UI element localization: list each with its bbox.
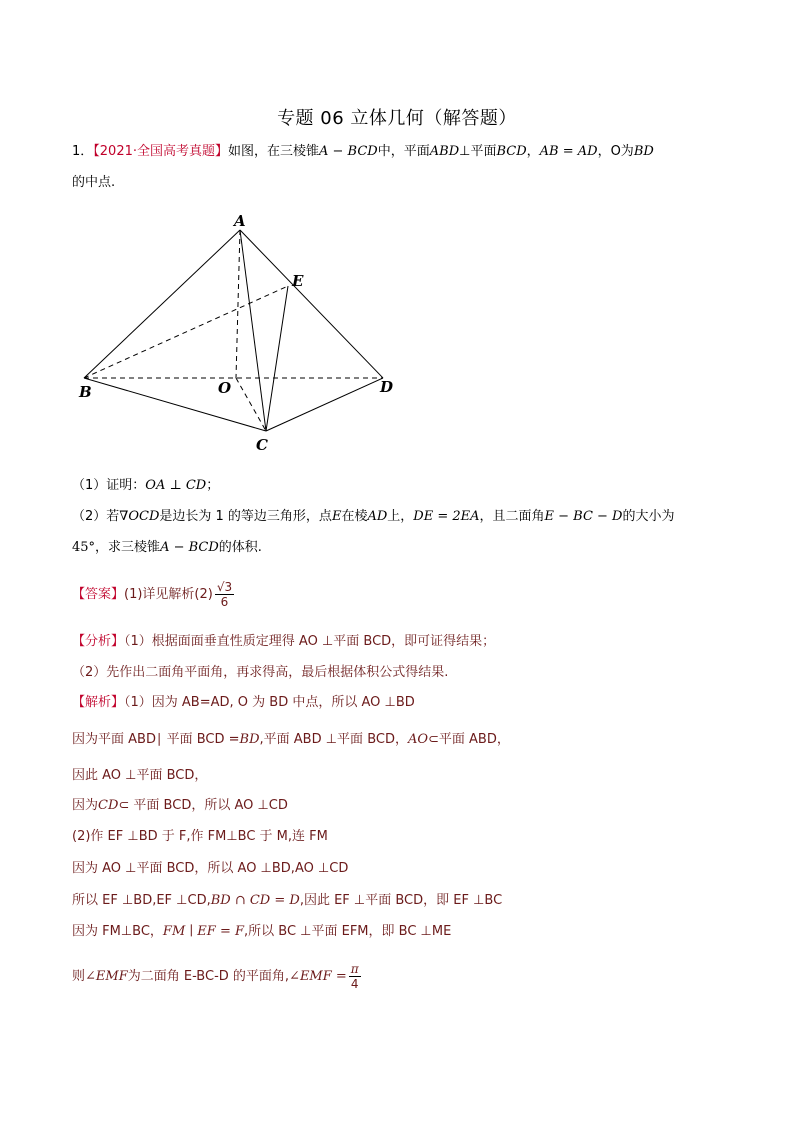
math-oa-perp-cd: OA ⊥ CD bbox=[145, 478, 207, 493]
math-triangle-ocd: ∇OCD bbox=[119, 509, 160, 524]
label-b: B bbox=[79, 383, 92, 401]
solution-line-2 bbox=[72, 731, 510, 749]
answer-line bbox=[72, 580, 236, 609]
fraction-numerator: √3 bbox=[216, 580, 233, 594]
problem-text: 中，平面 bbox=[377, 144, 430, 159]
math-bd-cap-cd: BD ∩ CD = D bbox=[210, 893, 300, 908]
figure-edges bbox=[84, 230, 383, 431]
math-bd: BD bbox=[239, 732, 260, 747]
label-a: A bbox=[234, 212, 246, 230]
edge-ad bbox=[240, 230, 383, 378]
math-ad: AD bbox=[367, 509, 388, 524]
label-c: C bbox=[256, 436, 268, 454]
question-text: ； bbox=[206, 478, 220, 493]
math-plane-bcd: BCD bbox=[496, 144, 527, 159]
problem-text: O为 bbox=[610, 144, 634, 159]
page-title: 专题 06 立体几何（解答题） bbox=[277, 108, 517, 129]
solution-line-7 bbox=[72, 892, 502, 910]
answer-tag: 【答案】 bbox=[72, 587, 125, 602]
edge-ac bbox=[240, 230, 266, 431]
label-o: O bbox=[218, 379, 232, 397]
math-de-2ea: DE = 2EA bbox=[413, 509, 480, 524]
solution-text: ,因此 EF ⊥平面 BCD，即 EF ⊥BC bbox=[299, 893, 503, 908]
edge-cd bbox=[266, 378, 383, 431]
math-plane-abd: ABD bbox=[429, 144, 460, 159]
question-1 bbox=[72, 477, 219, 495]
fraction-numerator: π bbox=[350, 962, 359, 976]
solution-tag: 【解析】 bbox=[72, 695, 125, 710]
problem-text: ， bbox=[526, 144, 540, 159]
math-tetrahedron: A − BCD bbox=[319, 144, 378, 159]
analysis-line-2: （2）先作出二面角平面角，再求得高，最后根据体积公式得结果. bbox=[72, 665, 449, 680]
problem-text: ⊥平面 bbox=[459, 144, 497, 159]
solution-line-1 bbox=[72, 694, 415, 712]
analysis-text: （1）根据面面垂直性质定理得 AO ⊥平面 BCD，即可证得结果； bbox=[124, 634, 496, 649]
label-e: E bbox=[292, 272, 304, 290]
question-text: 的体积. bbox=[218, 540, 262, 555]
problem-line-2: 的中点. bbox=[72, 175, 116, 190]
math-bd: BD bbox=[633, 144, 654, 159]
question-text: 在棱 bbox=[341, 509, 368, 524]
solution-text: 所以 EF ⊥BD,EF ⊥CD, bbox=[72, 893, 211, 908]
question-text: 上， bbox=[387, 509, 414, 524]
solution-line-5: (2)作 EF ⊥BD 于 F,作 FM⊥BC 于 M,连 FM bbox=[72, 829, 328, 844]
solution-text: ⊂平面 ABD， bbox=[428, 732, 510, 747]
math-e: E bbox=[331, 509, 342, 524]
edge-ab bbox=[84, 230, 240, 378]
label-d: D bbox=[380, 378, 394, 396]
analysis-tag: 【分析】 bbox=[72, 634, 125, 649]
problem-text: ， bbox=[597, 144, 611, 159]
answer-fraction bbox=[215, 580, 234, 609]
answer-text: (1)详见解析(2) bbox=[124, 587, 213, 602]
solution-line-9 bbox=[72, 962, 363, 992]
math-angle-emf-eq: ∠EMF = bbox=[289, 969, 347, 984]
question-2-line-2 bbox=[72, 539, 262, 557]
math-ab-ad: AB = AD bbox=[539, 144, 598, 159]
math-tetrahedron: A − BCD bbox=[160, 540, 219, 555]
solution-line-8 bbox=[72, 923, 451, 941]
solution-line-4 bbox=[72, 797, 288, 815]
edge-ao-dashed bbox=[236, 230, 240, 378]
solution-text: ,平面 ABD ⊥平面 BCD， bbox=[259, 732, 408, 747]
solution-text: 因为 bbox=[72, 798, 99, 813]
question-text: 是边长为 1 的等边三角形，点 bbox=[159, 509, 332, 524]
problem-text: 如图，在三棱锥 bbox=[228, 144, 320, 159]
question-text: 的大小为 bbox=[622, 509, 675, 524]
solution-line-3: 因此 AO ⊥平面 BCD， bbox=[72, 768, 208, 783]
math-ao: AO bbox=[407, 732, 429, 747]
question-text: ，且二面角 bbox=[479, 509, 545, 524]
solution-text: 为二面角 E-BC-D 的平面角, bbox=[127, 969, 290, 984]
fraction-denominator: 6 bbox=[220, 595, 229, 609]
analysis-line-1 bbox=[72, 633, 495, 651]
solution-text: ⊂ 平面 BCD，所以 AO ⊥CD bbox=[118, 798, 288, 813]
edge-oc-dashed bbox=[236, 378, 266, 431]
math-fm-ef: FM ∣ EF = F bbox=[162, 924, 244, 939]
pi-over-4-fraction bbox=[349, 962, 361, 991]
edge-bc bbox=[84, 378, 266, 431]
question-text: （1）证明： bbox=[72, 478, 146, 493]
solution-text: （1）因为 AB=AD, O 为 BD 中点，所以 AO ⊥BD bbox=[124, 695, 415, 710]
tetrahedron-figure bbox=[0, 0, 794, 470]
solution-line-6: 因为 AO ⊥平面 BCD，所以 AO ⊥BD,AO ⊥CD bbox=[72, 861, 349, 876]
math-cd: CD bbox=[98, 798, 119, 813]
solution-text: 因为 FM⊥BC， bbox=[72, 924, 163, 939]
question-2-line-1 bbox=[72, 508, 675, 526]
question-text: ，求三棱锥 bbox=[95, 540, 161, 555]
problem-source: 【2021·全国高考真题】 bbox=[93, 144, 228, 159]
math-45-degrees: 45° bbox=[72, 540, 96, 555]
solution-text: 则 bbox=[72, 969, 86, 984]
question-text: （2）若 bbox=[72, 509, 120, 524]
solution-text: ,所以 BC ⊥平面 EFM，即 BC ⊥ME bbox=[244, 924, 452, 939]
edge-ce bbox=[266, 286, 288, 431]
math-angle-emf: ∠EMF bbox=[85, 969, 128, 984]
math-dihedral-angle: E − BC − D bbox=[544, 509, 623, 524]
problem-number: 1． bbox=[72, 144, 94, 159]
solution-text: 因为平面 ABD∣ 平面 BCD = bbox=[72, 732, 240, 747]
fraction-denominator: 4 bbox=[350, 977, 359, 991]
